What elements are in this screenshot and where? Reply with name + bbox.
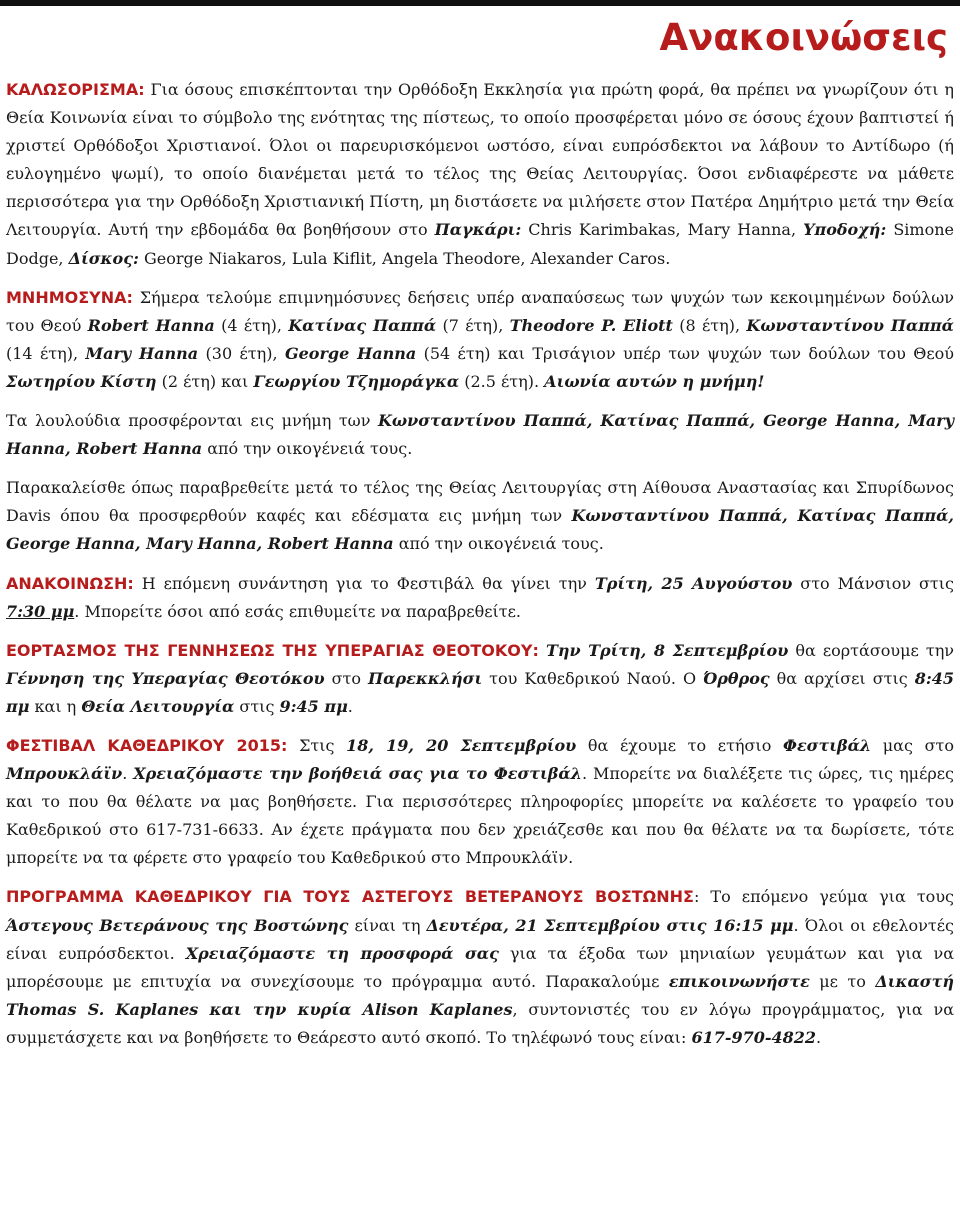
emphasis-text: 7:30 μμ: [6, 601, 75, 621]
emphasis-text: Παγκάρι:: [434, 220, 522, 240]
body-text: θα εορτάσουμε την: [788, 640, 955, 660]
page-title: Ανακοινώσεις: [659, 16, 948, 59]
body-text: από την οικογένειά τους.: [202, 439, 413, 459]
emphasis-text: 8:45 πμ: [6, 668, 955, 716]
body-text: είναι τη: [348, 915, 427, 935]
body-text: Στις: [287, 735, 347, 755]
body-text: George Niakaros, Lula Kiflit, Angela Theodore, Alexander Caros.: [138, 248, 671, 268]
emphasis-text: Όρθρος: [703, 668, 770, 688]
emphasis-text: Φεστιβάλ: [783, 735, 872, 755]
body-text: Τα λουλούδια προσφέρονται εις μνήμη των: [6, 411, 379, 431]
coffee-hour-paragraph: [6, 474, 954, 558]
festival-paragraph: [6, 732, 954, 872]
section-heading: ΜΝΗΜΟΣΥΝΑ:: [6, 287, 133, 307]
emphasis-text: Κατίνας Παππά: [288, 315, 437, 335]
announcement-paragraph: [6, 570, 954, 626]
body-text: . Μπορείτε όσοι από εσάς επιθυμείτε να παραβρεθείτε.: [74, 601, 521, 621]
top-rule: [0, 0, 960, 6]
body-text: Chris Karimbakas, Mary Hanna,: [521, 220, 804, 240]
welcome-paragraph: [6, 76, 954, 273]
emphasis-text: επικοινωνήστε: [668, 971, 810, 991]
body-text: και η: [29, 696, 82, 716]
body-text: Η επόμενη συνάντηση για το Φεστιβάλ θα γίνει την: [133, 573, 595, 593]
emphasis-text: 18, 19, 20 Σεπτεμβρίου: [346, 735, 577, 755]
body-text: θα αρχίσει στις: [769, 668, 915, 688]
body-text: στο Μάνσιον στις: [792, 573, 954, 593]
emphasis-text: Γεωργίου Τζημοράγκα: [253, 371, 460, 391]
emphasis-text: Σωτηρίου Κίστη: [6, 371, 157, 391]
emphasis-text: Χρειαζόμαστε την βοήθειά σας για το Φεστιβάλ: [133, 764, 582, 784]
body-text: (54 έτη) και Τρισάγιον υπέρ των ψυχών των δούλων του Θεού: [416, 343, 954, 363]
emphasis-text: Τρίτη, 25 Αυγούστου: [594, 573, 793, 593]
body-text: για τα έξοδα των μηνιαίων γευμάτων και για να μπορέσουμε με επιτυχία να συνεχίσουμε το πρόγραμμα αυτό. Παρακαλούμε: [6, 943, 954, 991]
emphasis-text: Κωνσταντίνου Παππά: [746, 315, 954, 335]
body-text: . Μπορείτε να διαλέξετε τις ώρες, τις ημέρες και το που θα θέλατε να μας βοηθήσετε. Για περισσότερες πληροφορίες μπορείτε να καλέσετε το γραφείο του Καθεδρικού στο 617-731-6633. Αν έχετε πράγματα που δεν χρειάζεσθε και που θα θέλατε να τα δωρίσετε, τότε μπορείτε να τα φέρετε στο γραφείο του Καθεδρικού στο Μπρουκλάϊν.: [6, 764, 955, 868]
body-text: (4 έτη),: [214, 315, 289, 335]
flowers-paragraph: [6, 407, 954, 463]
body-text: στις: [234, 696, 280, 716]
body-text: . Όλοι οι εθελοντές είναι ευπρόσδεκτοι.: [6, 915, 955, 963]
emphasis-text: Γέννηση της Υπεραγίας Θεοτόκου: [6, 668, 325, 688]
body-text: στο: [324, 668, 369, 688]
body-text: (14 έτη),: [6, 343, 86, 363]
body-text: Σήμερα τελούμε επιμνημόσυνες δεήσεις υπέρ αναπαύσεως των ψυχών των κεκοιμημένων δούλων του Θεού: [6, 287, 954, 335]
body-text: (30 έτη),: [198, 343, 285, 363]
emphasis-text: Κωνσταντίνου Παππά, Κατίνας Παππά, George Hanna, Mary Hanna, Robert Hanna: [6, 411, 954, 459]
body-text: Για όσους επισκέπτονται την Ορθόδοξη Εκκλησία για πρώτη φορά, θα πρέπει να γνωρίζουν ότι η Θεία Κοινωνία είναι το σύμβολο της ενότητας της πίστεως, το οποίο προσφέρεται μόνο σε όσους έχουν βαπτιστεί ή χριστεί Ορθόδοξοι Χριστιανοί. Όλοι οι παρευρισκόμενοι ωστόσο, είναι ευπρόσδεκτοι να λάβουν το Αντίδωρο (ή ευλογημένο ψωμί), το οποίο διανέμεται μετά το τέλος της Θείας Λειτουργίας. Όσοι ενδιαφέρεστε να μάθετε περισσότερα για την Ορθόδοξη Χριστιανική Πίστη, μη διστάσετε να μιλήσετε στον Πατέρα Δημήτριο μετά την Θεία Λειτουργία. Αυτή την εβδομάδα θα βοηθήσουν στο: [6, 80, 954, 240]
emphasis-text: Δικαστή Thomas S. Kaplanes και την κυρία Alison Kaplanes: [6, 971, 954, 1019]
body-text: του Καθεδρικού Ναού. Ο: [482, 668, 704, 688]
emphasis-text: Κωνσταντίνου Παππά, Κατίνας Παππά, George Hanna, Mary Hanna, Robert Hanna: [6, 506, 954, 554]
body-text: .: [347, 696, 353, 716]
section-heading: ΠΡΟΓΡΑΜΜΑ ΚΑΘΕΔΡΙΚΟΥ ΓΙΑ ΤΟΥΣ ΑΣΤΕΓΟΥΣ ΒΕΤΕΡΑΝΟΥΣ ΒΟΣΤΩΝΗΣ: [6, 887, 694, 907]
emphasis-text: Χρειαζόμαστε τη προσφορά σας: [185, 943, 499, 963]
emphasis-text: Theodore P. Eliott: [509, 315, 673, 335]
section-heading: ΚΑΛΩΣΟΡΙΣΜΑ:: [6, 80, 145, 99]
section-heading: ΑΝΑΚΟΙΝΩΣΗ:: [6, 573, 134, 593]
emphasis-text: Άστεγους Βετεράνους της Βοστώνης: [6, 915, 349, 935]
body-text: Παρακαλείσθε όπως παραβρεθείτε μετά το τέλος της Θείας Λειτουργίας στη Αίθουσα Αναστασίας και Σπυρίδωνος Davis όπου θα προσφερθούν καφές και εδέσματα εις μνήμη των: [6, 478, 954, 526]
body-text: θα έχουμε το ετήσιο: [576, 735, 783, 755]
body-text: .: [816, 1027, 822, 1047]
body-text: με το: [809, 971, 876, 991]
body-text: .: [122, 764, 134, 784]
section-heading: ΦΕΣΤΙΒΑΛ ΚΑΘΕΔΡΙΚΟΥ 2015:: [6, 735, 288, 755]
body-text: Simone Dodge,: [6, 220, 954, 268]
emphasis-text: Δίσκος:: [68, 248, 139, 268]
emphasis-text: Δευτέρα, 21 Σεπτεμβρίου στις 16:15 μμ: [426, 915, 794, 935]
body-text: (2.5 έτη).: [459, 371, 545, 391]
body-text: : Το επόμενο γεύμα για τους: [693, 887, 955, 907]
body-text: [539, 641, 546, 660]
emphasis-text: Αιωνία αυτών η μνήμη!: [544, 371, 765, 391]
emphasis-text: 617-970-4822: [691, 1027, 817, 1047]
section-heading: ΕΟΡΤΑΣΜΟΣ ΤΗΣ ΓΕΝΝΗΣΕΩΣ ΤΗΣ ΥΠΕΡΑΓΙΑΣ ΘΕΟΤΟΚΟΥ:: [6, 640, 539, 660]
body-text: (8 έτη),: [672, 315, 747, 335]
emphasis-text: 9:45 πμ: [279, 696, 348, 716]
emphasis-text: Mary Hanna: [85, 343, 199, 363]
emphasis-text: Υποδοχή:: [803, 220, 887, 240]
emphasis-text: George Hanna: [284, 343, 417, 363]
body-text: μας στο: [871, 735, 954, 755]
announcements-body: [6, 76, 954, 1063]
emphasis-text: Παρεκκλήσι: [368, 668, 483, 688]
body-text: , συντονιστές του εν λόγω προγράμματος, για να συμμετάσχετε και να βοηθήσετε το Θεάρεστο αυτό σκοπό. Το τηλέφωνό τους είναι:: [6, 999, 955, 1047]
emphasis-text: Μπρουκλάϊν: [6, 764, 123, 784]
emphasis-text: Robert Hanna: [87, 315, 215, 335]
nativity-theotokos-paragraph: [6, 637, 954, 721]
emphasis-text: Θεία Λειτουργία: [81, 696, 235, 716]
memorials-paragraph: [6, 284, 954, 396]
body-text: από την οικογένειά τους.: [393, 534, 604, 554]
homeless-veterans-paragraph: [6, 883, 954, 1052]
body-text: (2 έτη) και: [156, 371, 254, 391]
body-text: (7 έτη),: [436, 315, 510, 335]
emphasis-text: Την Τρίτη, 8 Σεπτεμβρίου: [545, 640, 789, 660]
